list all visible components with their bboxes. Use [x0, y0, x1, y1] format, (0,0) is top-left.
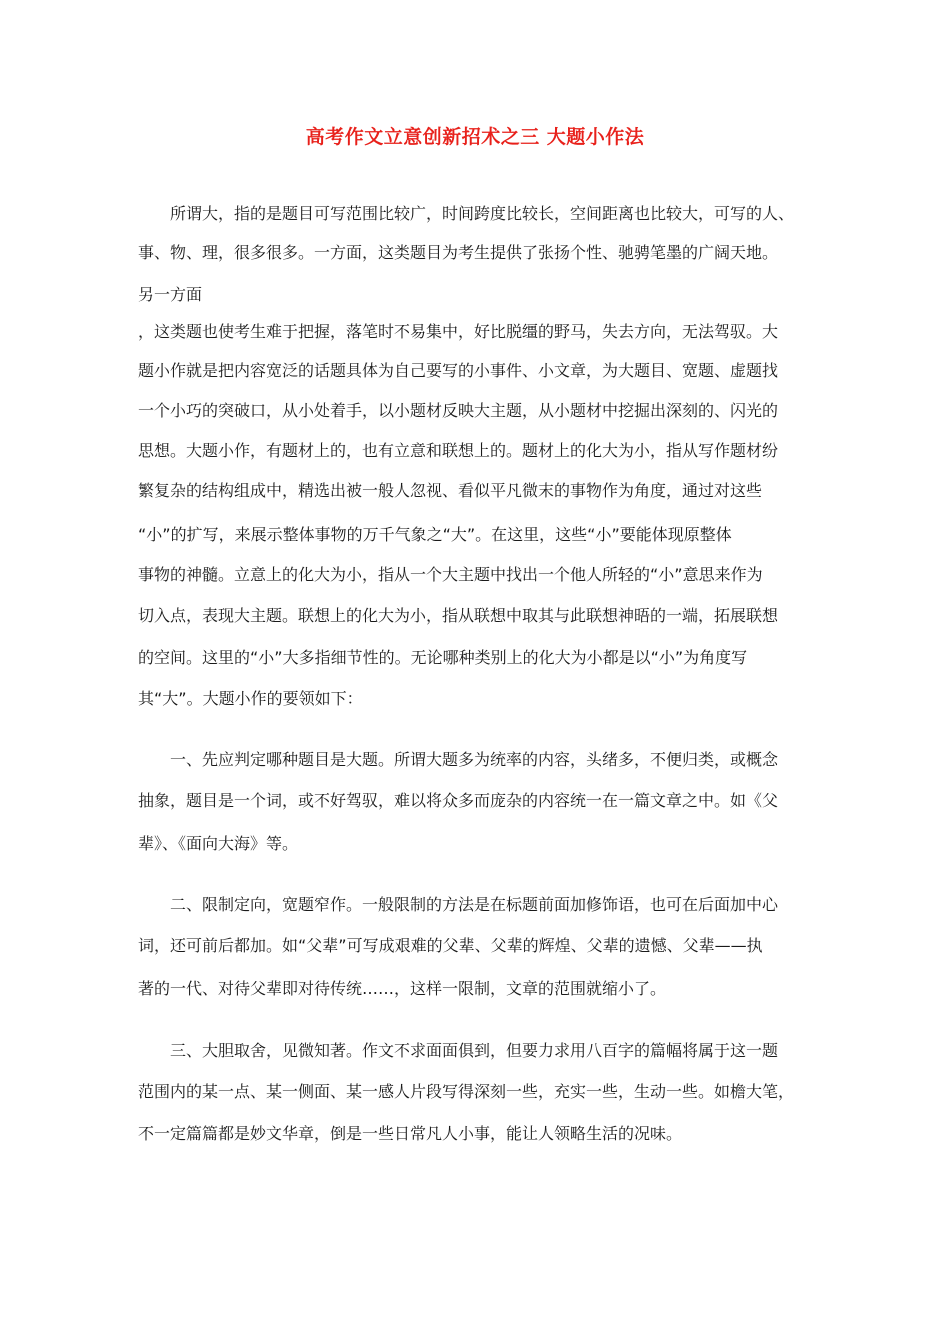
intro-line-12: 的空间。这里的“小”大多指细节性的。无论哪种类别上的化大为小都是以“小”为角度写	[138, 648, 748, 667]
point3-line-2: 范围内的某一点、某一侧面、某一感人片段写得深刻一些，充实一些，生动一些。如檐大笔，	[138, 1082, 795, 1101]
point3-line-1: 三、大胆取舍，见微知著。作文不求面面俱到，但要力求用八百字的篇幅将属于这一题	[170, 1041, 779, 1060]
intro-line-8: 繁复杂的结构组成中，精选出被一般人忽视、看似平凡微末的事物作为角度，通过对这些	[138, 481, 763, 500]
intro-line-5: 题小作就是把内容宽泛的话题具体为自己要写的小事件、小文章，为大题目、宽题、虚题找	[138, 361, 779, 380]
point1-line-1: 一、先应判定哪种题目是大题。所谓大题多为统率的内容，头绪多，不便归类，或概念	[170, 750, 779, 769]
point1-line-3: 辈》、《面向大海》等。	[138, 834, 299, 853]
intro-line-13: 其“大”。大题小作的要领如下：	[138, 689, 363, 708]
intro-line-2: 事、物、理，很多很多。一方面，这类题目为考生提供了张扬个性、驰骋笔墨的广阔天地。	[138, 243, 779, 262]
intro-line-6: 一个小巧的突破口，从小处着手，以小题材反映大主题，从小题材中挖掘出深刻的、闪光的	[138, 401, 779, 420]
intro-line-11: 切入点，表现大主题。联想上的化大为小，指从联想中取其与此联想神晤的一端，拓展联想	[138, 606, 779, 625]
point1-line-2: 抽象，题目是一个词，或不好驾驭，难以将众多而庞杂的内容统一在一篇文章之中。如《父	[138, 791, 779, 810]
intro-line-1: 所谓大，指的是题目可写范围比较广，时间跨度比较长，空间距离也比较大，可写的人、	[170, 204, 795, 223]
intro-line-4: ，这类题也使考生难于把握，落笔时不易集中，好比脱缰的野马，失去方向，无法驾驭。大	[138, 322, 779, 341]
point3-line-3: 不一定篇篇都是妙文华章，倒是一些日常凡人小事，能让人领略生活的况味。	[138, 1124, 683, 1143]
point2-line-3: 著的一代、对待父辈即对待传统……，这样一限制，文章的范围就缩小了。	[138, 979, 667, 998]
document-title: 高考作文立意创新招术之三 大题小作法	[305, 126, 645, 148]
intro-line-10: 事物的神髓。立意上的化大为小，指从一个大主题中找出一个他人所轻的“小”意思来作为	[138, 565, 763, 584]
intro-line-3: 另一方面	[138, 285, 203, 304]
intro-line-7: 思想。大题小作，有题材上的，也有立意和联想上的。题材上的化大为小，指从写作题材纷	[138, 441, 779, 460]
point2-line-1: 二、限制定向，宽题窄作。一般限制的方法是在标题前面加修饰语，也可在后面加中心	[170, 895, 779, 914]
point2-line-2: 词，还可前后都加。如“父辈”可写成艰难的父辈、父辈的辉煌、父辈的遗憾、父辈——执	[138, 936, 763, 955]
intro-line-9: “小”的扩写，来展示整体事物的万千气象之“大”。在这里，这些“小”要能体现原整体	[138, 525, 732, 544]
